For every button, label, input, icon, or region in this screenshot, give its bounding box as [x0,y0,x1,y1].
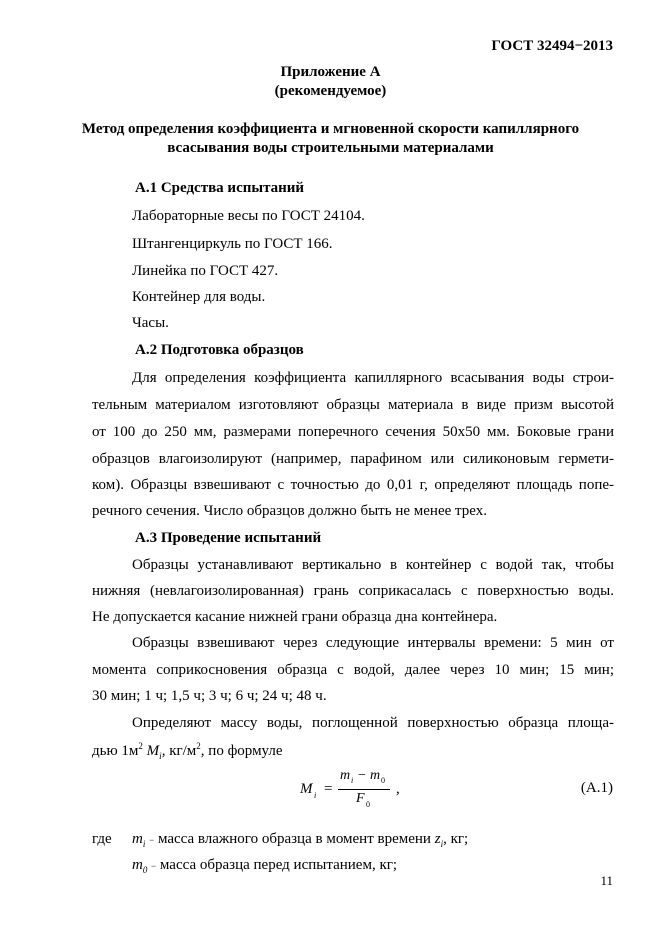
appendix-subtitle: (рекомендуемое) [274,83,387,99]
equipment-item: Контейнер для воды. [132,289,266,305]
text-fragment: масса образца перед испытанием, кг; [156,857,398,873]
paragraph-line: Для определения коэффициента капиллярного всасывания воды строи- [132,370,614,386]
subscript: i [142,839,146,849]
equipment-item: Штангенциркуль по ГОСТ 166. [132,236,333,252]
paragraph-line: Определяют массу воды, поглощенной поверхностью образца площа- [132,715,614,731]
text-fragment: , кг/м [161,743,197,759]
text-fragment: дью 1м [92,743,139,759]
paragraph-line: Не допускается касание нижней грани образца дна контейнера. [92,609,498,625]
appendix-title: Приложение А [280,64,381,80]
formula-num-a-sub: i [351,776,354,785]
equation-number: (А.1) [580,780,613,796]
formula-a1 [300,770,420,820]
method-title-line-2: всасывания воды строительными материалами [167,140,494,156]
subscript: i [440,839,444,849]
section-a1-heading: А.1 Средства испытаний [135,180,305,196]
formula-lhs-sub: i [314,791,317,800]
paragraph-line: 30 мин; 1 ч; 1,5 ч; 3 ч; 6 ч; 24 ч; 48 ч. [92,688,327,704]
formula-comma: , [396,781,400,797]
method-title-line-1: Метод определения коэффициента и мгновенной скорости капиллярного [81,121,580,137]
variable: m [132,857,143,873]
paragraph-line: Образцы устанавливают вертикально в контейнер с водой так, чтобы [132,557,614,573]
formula-num-a: m [340,768,351,783]
paragraph-line: момента соприкосновения образца с водой, далее через 10 мин; 15 мин; [92,662,614,678]
standard-number: ГОСТ 32494−2013 [491,38,613,54]
variable: M [146,743,160,759]
paragraph-line: образцов влагоизолируют (например, парафином или силиконовым гермети- [92,451,614,467]
formula-lhs: M [300,781,313,797]
equipment-item: Линейка по ГОСТ 427. [132,263,279,279]
paragraph-line: речного сечения. Число образцов должно быть не менее трех. [92,503,487,519]
where-row-2 [132,857,397,875]
page-number: 11 [600,873,613,888]
variable: m [132,831,143,847]
where-row-1 [132,831,468,849]
paragraph-line: ком). Образцы взвешивают с точностью до 0,01 г, определяют площадь попе- [92,477,614,493]
superscript: 2 [196,741,201,751]
formula-den: F [356,791,365,806]
paragraph-line: от 100 до 250 мм, размерами поперечного сечения 50х50 мм. Боковые грани [92,424,614,440]
subscript: i [159,751,162,761]
where-label: где [92,831,112,847]
formula-num-b-sub: 0 [381,776,385,785]
dash: − [149,835,155,845]
formula-equals: = [324,781,333,797]
variable: z [434,831,441,847]
equipment-item: Лабораторные весы по ГОСТ 24104. [132,208,365,224]
section-a3-heading: А.3 Проведение испытаний [135,530,322,546]
paragraph-line: нижняя (невлагоизолированная) грань соприкасалась с поверхностью воды. [92,583,614,599]
subscript: 0 [142,865,148,875]
paragraph-line: Образцы взвешивают через следующие интервалы времени: 5 мин от [132,635,614,651]
paragraph-line [92,741,283,761]
formula-den-sub: 0 [366,800,370,809]
paragraph-line: тельным материалом изготовляют образцы материала в виде призм высотой [92,397,614,413]
dash: − [151,861,157,871]
equipment-item: Часы. [132,315,169,331]
text-fragment: , кг; [443,831,469,847]
fraction-bar [338,789,390,790]
formula-num-b: m [370,768,381,783]
formula-minus: − [358,768,366,783]
text-fragment: масса влажного образца в момент времени [154,831,435,847]
superscript: 2 [138,741,143,751]
section-a2-heading: А.2 Подготовка образцов [135,342,304,358]
text-fragment: , по формуле [200,743,283,759]
